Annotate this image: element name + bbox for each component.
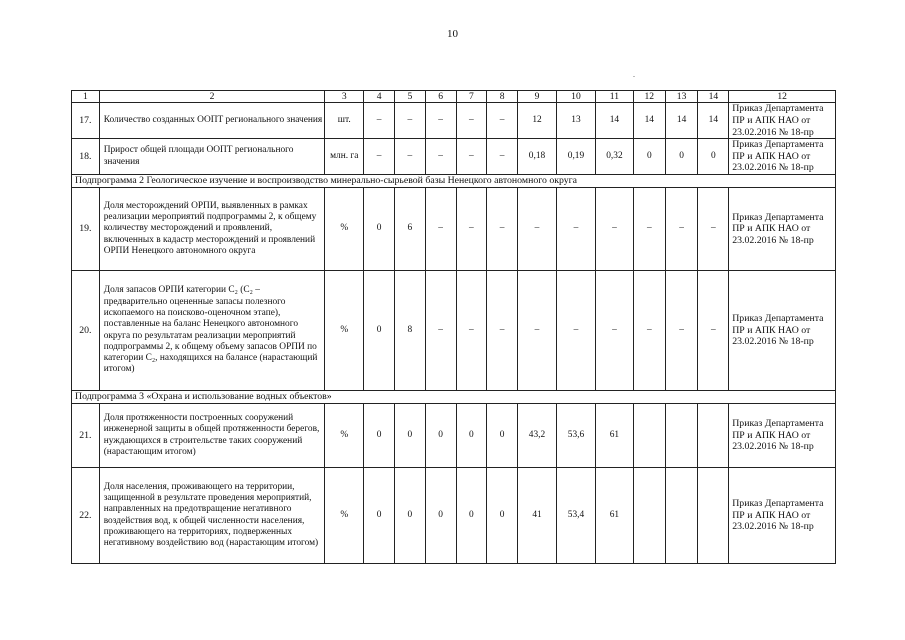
- indicator-name: Доля месторождений ОРПИ, выявленных в рамках реализации мероприятий подпрограммы 2, к общему количеству месторождений и проявлений, включенных в кадастр месторождений и проявлений ОРПИ Ненецкого автономного округа: [99, 188, 325, 271]
- unit-cell: %: [325, 188, 364, 271]
- value-cell: 0: [633, 139, 665, 175]
- value-cell: 61: [595, 468, 633, 564]
- value-cell: 0: [665, 139, 698, 175]
- value-cell: 0,19: [556, 139, 595, 175]
- value-cell: –: [518, 271, 557, 391]
- indicator-row: [72, 188, 836, 271]
- value-cell: [665, 404, 698, 468]
- header-row: [72, 91, 836, 103]
- value-cell: –: [425, 188, 456, 271]
- scan-speck: [633, 76, 635, 77]
- row-number: 17.: [72, 103, 100, 139]
- header-cell: 12: [633, 91, 665, 103]
- indicator-name: Количество созданных ООПТ регионального значения: [99, 103, 325, 139]
- value-cell: –: [487, 271, 518, 391]
- value-cell: 0: [487, 468, 518, 564]
- legal-basis: Приказ Департамента ПР и АПК НАО от 23.02.2016 № 18-пр: [729, 468, 836, 564]
- header-cell: 8: [487, 91, 518, 103]
- value-cell: 0: [456, 468, 487, 564]
- header-cell: 12: [729, 91, 836, 103]
- value-cell: 43,2: [518, 404, 557, 468]
- header-cell: 13: [665, 91, 698, 103]
- value-cell: 6: [395, 188, 426, 271]
- subprogram-row: [72, 391, 836, 404]
- value-cell: 61: [595, 404, 633, 468]
- value-cell: 12: [518, 103, 557, 139]
- value-cell: 0: [425, 468, 456, 564]
- unit-cell: шт.: [325, 103, 364, 139]
- value-cell: 0: [364, 188, 395, 271]
- value-cell: [665, 468, 698, 564]
- header-cell: 11: [595, 91, 633, 103]
- value-cell: –: [487, 103, 518, 139]
- unit-cell: %: [325, 271, 364, 391]
- header-cell: 3: [325, 91, 364, 103]
- value-cell: –: [595, 188, 633, 271]
- value-cell: 8: [395, 271, 426, 391]
- value-cell: [633, 468, 665, 564]
- value-cell: –: [456, 188, 487, 271]
- value-cell: 0: [395, 404, 426, 468]
- header-cell: 9: [518, 91, 557, 103]
- value-cell: –: [395, 103, 426, 139]
- header-cell: 14: [698, 91, 729, 103]
- legal-basis: Приказ Департамента ПР и АПК НАО от 23.02.2016 № 18-пр: [729, 404, 836, 468]
- value-cell: 14: [595, 103, 633, 139]
- value-cell: 0: [364, 404, 395, 468]
- indicator-row: [72, 139, 836, 175]
- value-cell: –: [698, 188, 729, 271]
- header-cell: 1: [72, 91, 100, 103]
- indicator-row: [72, 468, 836, 564]
- unit-cell: %: [325, 404, 364, 468]
- value-cell: 0: [698, 139, 729, 175]
- value-cell: –: [633, 271, 665, 391]
- unit-cell: %: [325, 468, 364, 564]
- value-cell: [633, 404, 665, 468]
- value-cell: 0,18: [518, 139, 557, 175]
- value-cell: 14: [665, 103, 698, 139]
- value-cell: 53,6: [556, 404, 595, 468]
- header-cell: 7: [456, 91, 487, 103]
- page-number: 10: [447, 28, 458, 40]
- value-cell: –: [425, 103, 456, 139]
- value-cell: –: [556, 188, 595, 271]
- value-cell: [698, 404, 729, 468]
- subprogram-title: Подпрограмма 2 Геологическое изучение и воспроизводство минерально-сырьевой базы Ненецкого автономного округа: [72, 175, 836, 188]
- header-cell: 4: [364, 91, 395, 103]
- value-cell: –: [665, 188, 698, 271]
- row-number: 22.: [72, 468, 100, 564]
- row-number: 20.: [72, 271, 100, 391]
- value-cell: 13: [556, 103, 595, 139]
- row-number: 18.: [72, 139, 100, 175]
- value-cell: –: [487, 188, 518, 271]
- indicator-row: [72, 271, 836, 391]
- subprogram-row: [72, 175, 836, 188]
- value-cell: –: [425, 271, 456, 391]
- subprogram-title: Подпрограмма 3 «Охрана и использование водных объектов»: [72, 391, 836, 404]
- header-cell: 5: [395, 91, 426, 103]
- indicators-table: [71, 90, 836, 564]
- header-cell: 10: [556, 91, 595, 103]
- value-cell: –: [556, 271, 595, 391]
- legal-basis: Приказ Департамента ПР и АПК НАО от 23.02.2016 № 18-пр: [729, 188, 836, 271]
- value-cell: 0: [487, 404, 518, 468]
- unit-cell: млн. га: [325, 139, 364, 175]
- legal-basis: Приказ Департамента ПР и АПК НАО от 23.02.2016 № 18-пр: [729, 103, 836, 139]
- value-cell: –: [456, 139, 487, 175]
- header-cell: 2: [99, 91, 325, 103]
- value-cell: –: [364, 139, 395, 175]
- value-cell: [698, 468, 729, 564]
- legal-basis: Приказ Департамента ПР и АПК НАО от 23.02.2016 № 18-пр: [729, 271, 836, 391]
- value-cell: –: [364, 103, 395, 139]
- value-cell: –: [456, 271, 487, 391]
- value-cell: –: [395, 139, 426, 175]
- indicator-name: Прирост общей площади ООПТ регионального значения: [99, 139, 325, 175]
- value-cell: –: [487, 139, 518, 175]
- legal-basis: Приказ Департамента ПР и АПК НАО от 23.02.2016 № 18-пр: [729, 139, 836, 175]
- value-cell: 0: [364, 468, 395, 564]
- value-cell: 41: [518, 468, 557, 564]
- value-cell: 14: [633, 103, 665, 139]
- value-cell: –: [456, 103, 487, 139]
- value-cell: –: [665, 271, 698, 391]
- value-cell: 0: [395, 468, 426, 564]
- row-number: 21.: [72, 404, 100, 468]
- value-cell: –: [698, 271, 729, 391]
- indicator-name: Доля протяженности построенных сооружений инженерной защиты в общей протяженности берегов, нуждающихся в строительстве таких сооружений (нарастающим итогом): [99, 404, 325, 468]
- indicator-name: Доля запасов ОРПИ категории С₂ (С₂ – предварительно оцененные запасы полезного ископаемого на поисково-оценочном этапе), поставленные на баланс Ненецкого автономного округа по результатам реализации мероприятий подпрограммы 2, к общему объему запасов ОРПИ по категории С₂, находящихся на балансе (нарастающий итогом): [99, 271, 325, 391]
- value-cell: 0: [456, 404, 487, 468]
- indicator-row: [72, 103, 836, 139]
- value-cell: –: [425, 139, 456, 175]
- value-cell: –: [595, 271, 633, 391]
- header-cell: 6: [425, 91, 456, 103]
- row-number: 19.: [72, 188, 100, 271]
- value-cell: –: [633, 188, 665, 271]
- value-cell: 0,32: [595, 139, 633, 175]
- indicator-name: Доля населения, проживающего на территории, защищенной в результате проведения мероприятий, направленных на предотвращение негативного воздействия вод, к общей численности населения, проживающего на территориях, подверженных негативному воздействию вод (нарастающим итогом): [99, 468, 325, 564]
- value-cell: –: [518, 188, 557, 271]
- value-cell: 0: [425, 404, 456, 468]
- indicator-row: [72, 404, 836, 468]
- value-cell: 0: [364, 271, 395, 391]
- value-cell: 53,4: [556, 468, 595, 564]
- value-cell: 14: [698, 103, 729, 139]
